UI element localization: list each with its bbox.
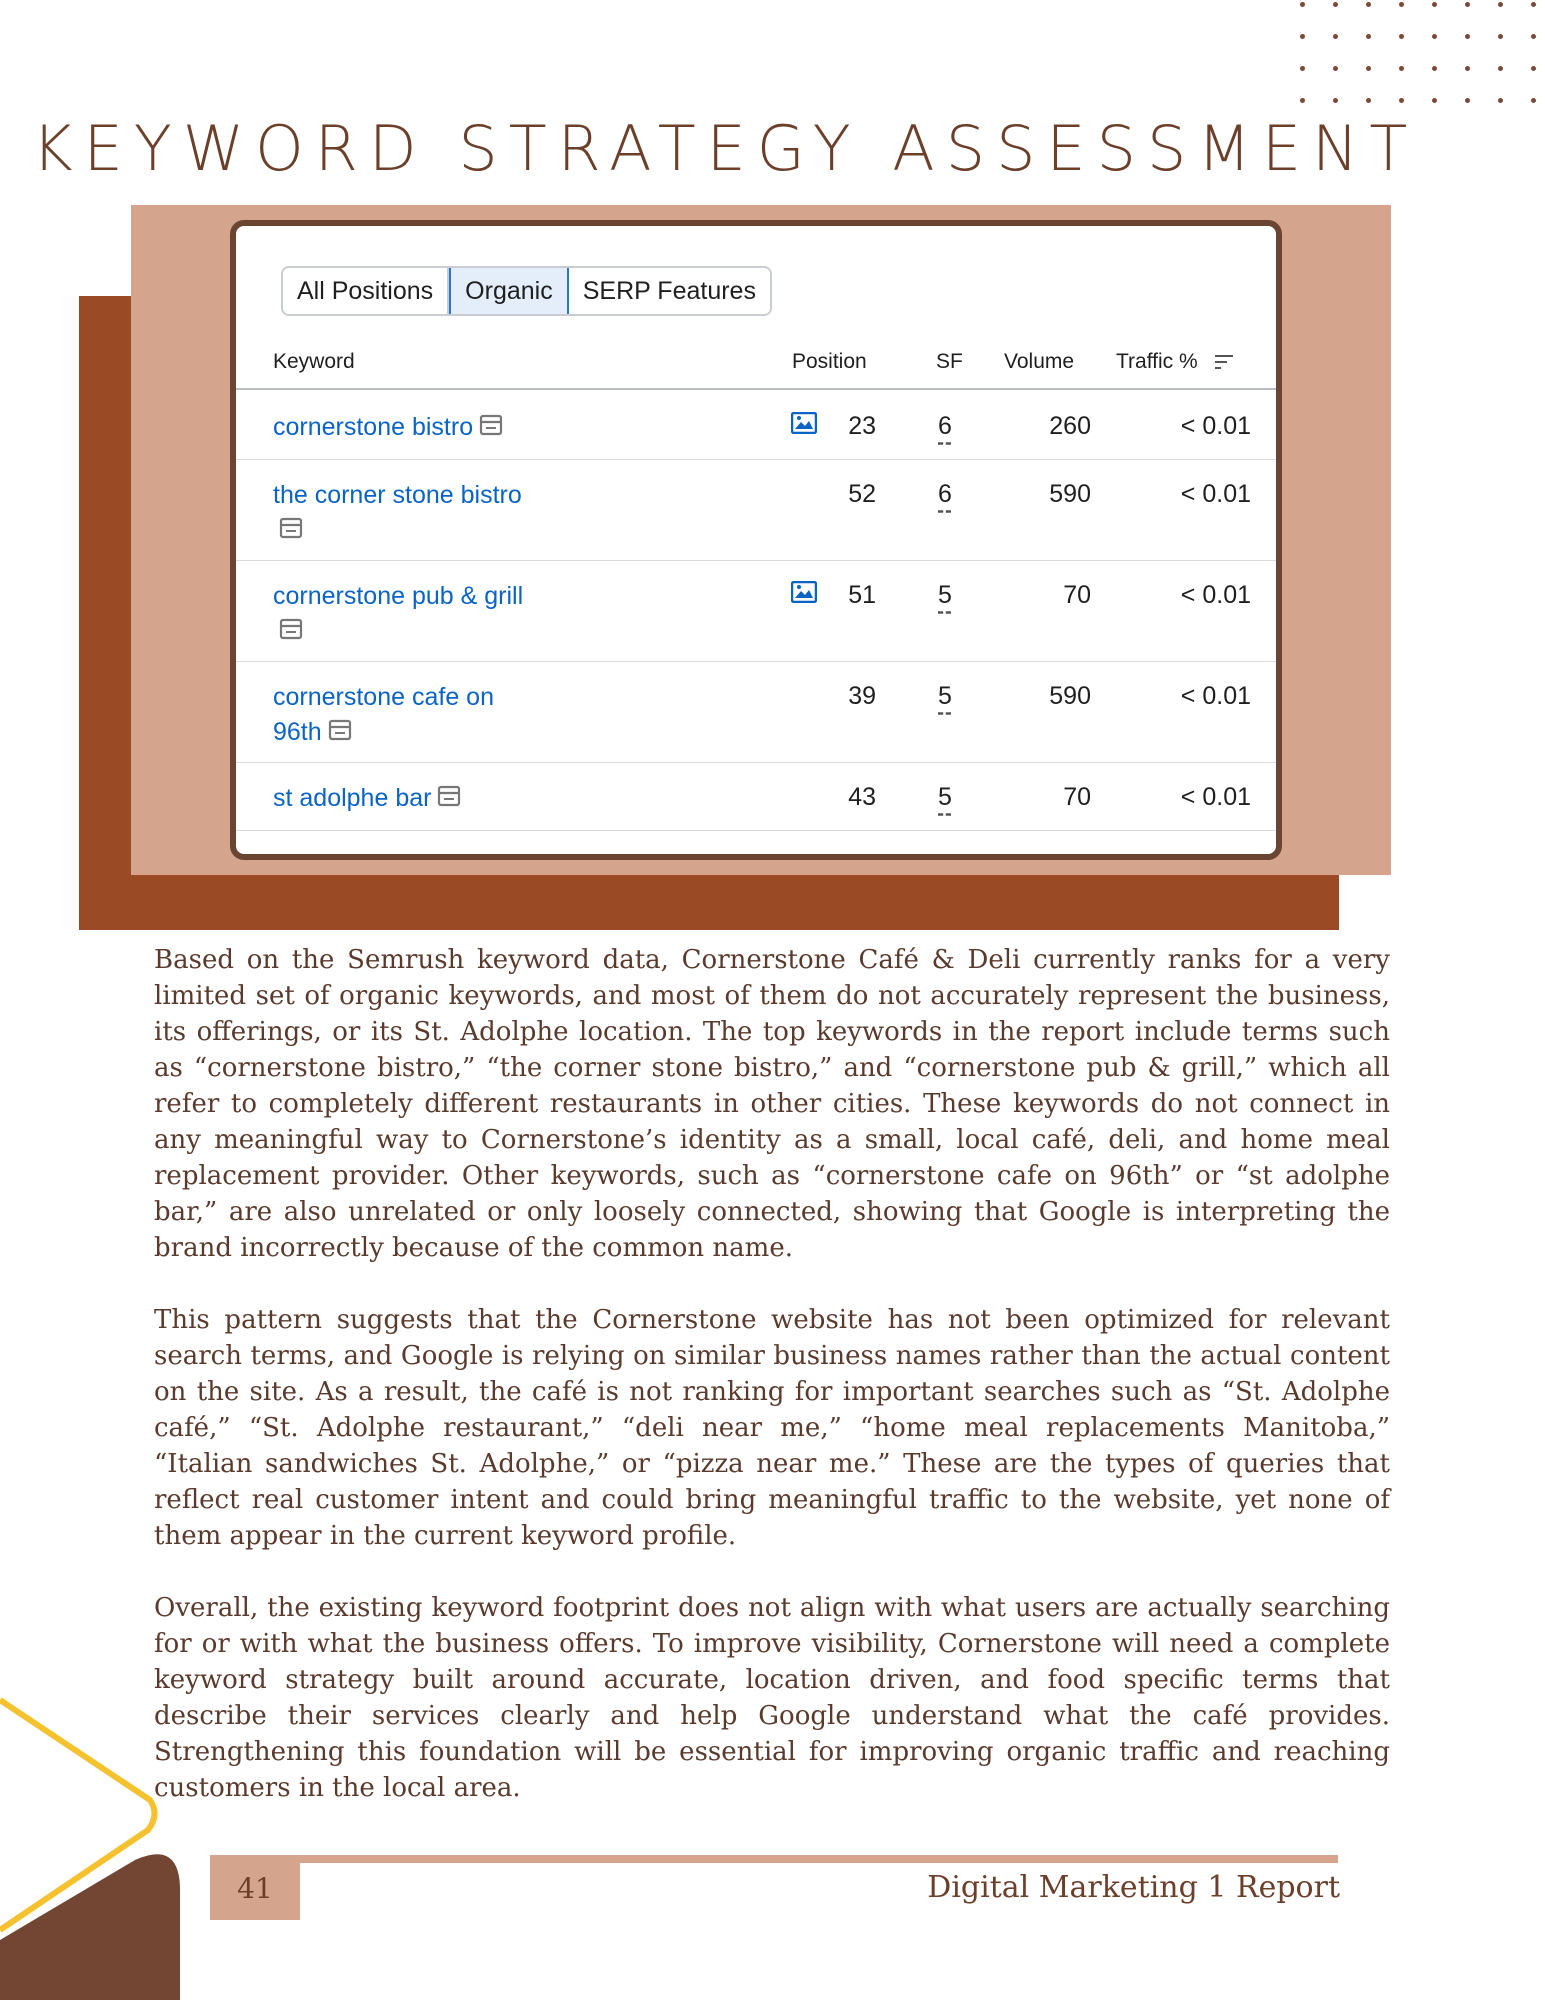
yellow-chevron-decoration [0,1700,155,1930]
decorative-dot [1465,66,1470,71]
volume-value: 260 [1049,412,1091,440]
keyword-link[interactable] [273,781,533,817]
volume-value: 590 [1049,480,1091,508]
keyword-link[interactable] [273,579,533,650]
position-value: 23 [848,412,876,440]
volume-value: 70 [1063,783,1091,811]
decorative-dot [1366,34,1371,39]
decorative-dot [1333,66,1338,71]
serp-image-icon[interactable] [791,412,817,441]
sf-count[interactable]: 6 [938,480,952,508]
serp-image-icon[interactable] [791,581,817,610]
sf-count[interactable]: 5 [938,581,952,609]
decorative-dot [1366,2,1371,7]
traffic-value: < 0.01 [1180,480,1251,508]
keyword-link[interactable] [273,410,533,446]
decorative-dot [1432,98,1437,103]
decorative-dot [1300,34,1305,39]
column-header-sf[interactable]: SF [936,350,963,373]
traffic-value: < 0.01 [1180,783,1251,811]
position-value: 52 [848,480,876,508]
keyword-text: cornerstone bistro [273,413,474,441]
traffic-value: < 0.01 [1180,581,1251,609]
tab-organic[interactable]: Organic [449,266,569,316]
volume-value: 590 [1049,682,1091,710]
decorative-dot [1300,98,1305,103]
cached-page-icon[interactable] [328,716,352,751]
sf-count[interactable]: 5 [938,682,952,710]
cached-page-icon[interactable] [437,782,461,817]
decorative-dot [1498,34,1503,39]
decorative-dot [1300,2,1305,7]
tab-serp-features[interactable]: SERP Features [569,268,770,314]
decorative-dot [1531,2,1536,7]
table-row [236,460,1276,561]
table-row [236,392,1276,460]
keyword-text: the corner stone bistro [273,481,522,509]
column-header-traffic-label: Traffic % [1116,350,1198,373]
decorative-dot [1531,66,1536,71]
decorative-dot [1333,34,1338,39]
decorative-dot [1399,66,1404,71]
keyword-link[interactable] [273,478,533,549]
column-header-position[interactable]: Position [792,350,867,373]
brown-corner-decoration [0,1854,180,2000]
column-header-traffic[interactable] [1116,350,1234,374]
sf-count[interactable]: 5 [938,783,952,811]
traffic-value: < 0.01 [1180,412,1251,440]
traffic-value: < 0.01 [1180,682,1251,710]
position-value: 43 [848,783,876,811]
decorative-dot [1333,2,1338,7]
column-header-keyword[interactable]: Keyword [273,350,355,373]
page-number: 41 [237,1872,273,1905]
cached-page-icon[interactable] [279,615,303,650]
keyword-text: cornerstone pub & grill [273,582,524,610]
decorative-dot [1498,98,1503,103]
keyword-text: st adolphe bar [273,784,432,812]
page-title: KEYWORD STRATEGY ASSESSMENT [32,112,1419,185]
decorative-dot [1432,66,1437,71]
decorative-dot [1399,34,1404,39]
footer-rule [210,1855,1338,1863]
body-paragraph: Based on the Semrush keyword data, Cornerstone Café & Deli currently ranks for a very limited set of organic keywords, and most of them do not accurately represent the business, its offerings, or its St. Adolphe location. The top keywords in the report include terms such as “cornerstone bistro,” “the corner stone bistro,” and “cornerstone pub & grill,” which all refer to completely different restaurants in other cities. These keywords do not connect in any meaningful way to Cornerstone’s identity as a small, local café, deli, and home meal replacement provider. Other keywords, such as “cornerstone cafe on 96th” or “st adolphe bar,” are also unrelated or only loosely connected, showing that Google is interpreting the brand incorrectly because of the common name. [154,945,1390,1263]
decorative-dot [1300,66,1305,71]
decorative-dot [1366,98,1371,103]
decorative-dot [1531,34,1536,39]
position-value: 39 [848,682,876,710]
decorative-dot [1465,34,1470,39]
table-row [236,763,1276,831]
decorative-dot [1399,98,1404,103]
sf-count[interactable]: 6 [938,412,952,440]
table-row [236,561,1276,662]
cached-page-icon[interactable] [279,514,303,549]
column-header-volume[interactable]: Volume [1004,350,1075,373]
body-paragraph: Overall, the existing keyword footprint does not align with what users are actually searching for or with what the business offers. To improve visibility, Cornerstone will need a complete keyword strategy built around accurate, location driven, and food specific terms that describe their services clearly and help Google understand what the café provides. Strengthening this foundation will be essential for improving organic traffic and reaching customers in the local area. [154,1593,1390,1803]
decorative-dot [1531,98,1536,103]
tab-all-positions[interactable]: All Positions [283,268,449,314]
table-row [236,662,1276,763]
decorative-dot [1498,2,1503,7]
decorative-dot [1399,2,1404,7]
decorative-dot [1498,66,1503,71]
position-tabs [281,266,772,316]
table-header [236,338,1276,390]
footer-report-title: Digital Marketing 1 Report [927,1870,1340,1905]
decorative-dot [1465,2,1470,7]
decorative-dot [1432,34,1437,39]
position-value: 51 [848,581,876,609]
decorative-dot [1366,66,1371,71]
decorative-dot [1432,2,1437,7]
cached-page-icon[interactable] [479,411,503,446]
sort-icon[interactable] [1214,353,1234,371]
volume-value: 70 [1063,581,1091,609]
body-paragraph: This pattern suggests that the Cornerstone website has not been optimized for relevant search terms, and Google is relying on similar business names rather than the actual content on the site. As a result, the café is not ranking for important searches such as “St. Adolphe café,” “St. Adolphe restaurant,” “deli near me,” “home meal replacements Manitoba,” “Italian sandwiches St. Adolphe,” or “pizza near me.” These are the types of queries that reflect real customer intent and could bring meaningful traffic to the website, yet none of them appear in the current keyword profile. [154,1305,1390,1551]
semrush-screenshot [230,220,1282,860]
keyword-text: cornerstone cafe on 96th [273,683,494,746]
decorative-dot [1465,98,1470,103]
decorative-dot [1333,98,1338,103]
keyword-link[interactable] [273,680,533,751]
decorative-dot-grid [1296,0,1545,110]
